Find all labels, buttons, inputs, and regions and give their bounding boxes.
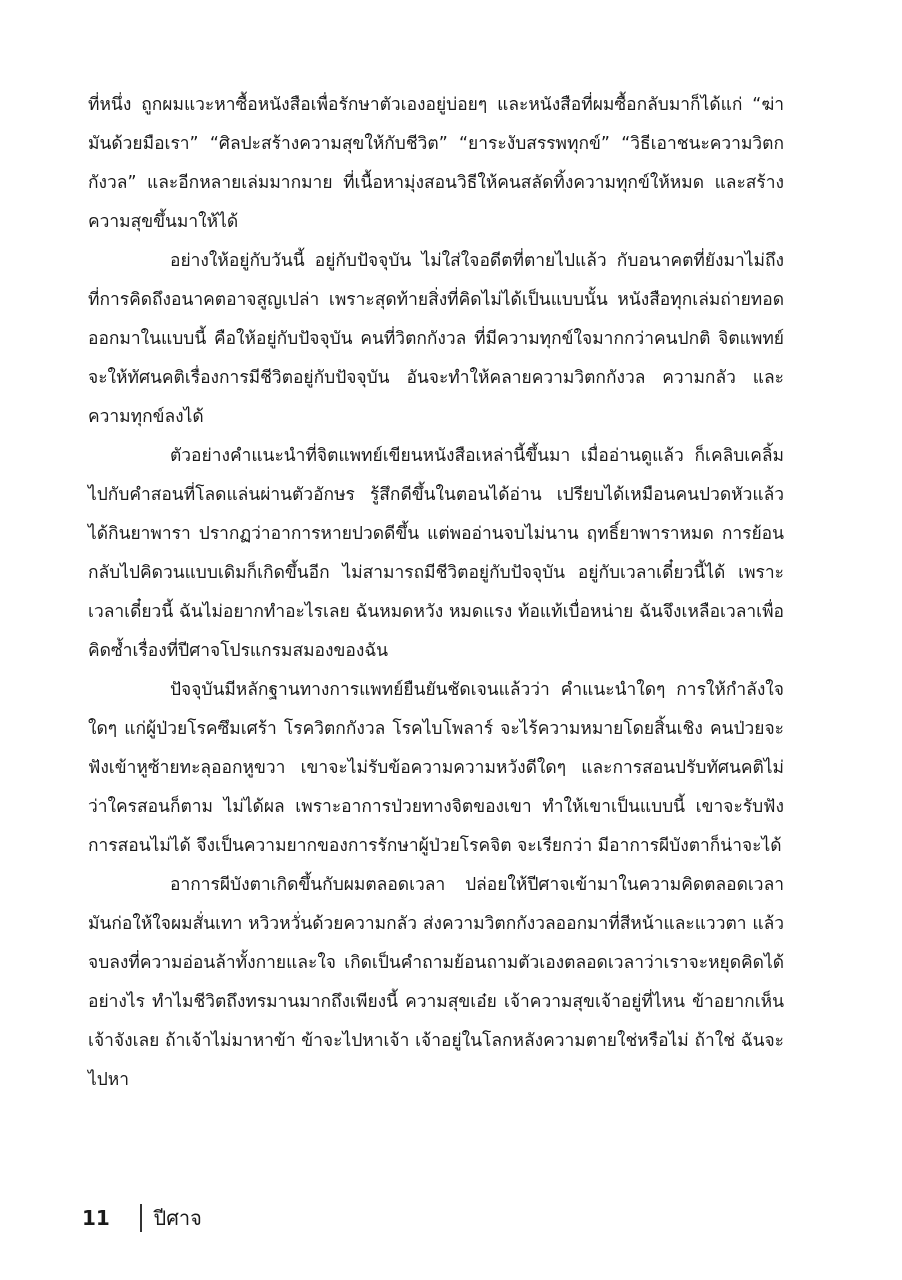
running-title: ปีศาจ (153, 1206, 202, 1230)
paragraph-4: ปัจจุบันมีหลักฐานทางการแพทย์ยืนยันชัดเจนแล้วว่า คำแนะนำใดๆ การให้กำลังใจใดๆ แก่ผู้ป่วยโรคซึมเศร้า โรควิตกกังวล โรคไบโพลาร์ จะไร้ความหมายโดยสิ้นเชิง คนป่วยจะฟังเข้าหูซ้ายทะลุออกหูขวา เขาจะไม่รับข้อความความหวังดีใดๆ และการสอนปรับทัศนคติไม่ว่าใครสอนก็ตาม ไม่ได้ผล เพราะอาการป่วยทางจิตของเขา ทำให้เขาเป็นแบบนี้ เขาจะรับฟังการสอนไม่ได้ จึงเป็นความยากของการรักษาผู้ป่วยโรคจิต จะเรียกว่า มีอาการผีบังตาก็น่าจะได้ (88, 680, 784, 856)
paragraph-5: อาการผีบังตาเกิดขึ้นกับผมตลอดเวลา ปล่อยให้ปีศาจเข้ามาในความคิดตลอดเวลา มันก่อให้ใจผมสั่นเทา หวิวหวั่นด้วยความกลัว ส่งความวิตกกังวลออกมาที่สีหน้าและแววตา แล้วจบลงที่ความอ่อนล้าทั้งกายและใจ เกิดเป็นคำถามย้อนถามตัวเองตลอดเวลาว่าเราจะหยุดคิดได้อย่างไร ทำไมชีวิตถึงทรมานมากถึงเพียงนี้ ความสุขเอ๋ย เจ้าความสุขเจ้าอยู่ที่ไหน ข้าอยากเห็นเจ้าจังเลย ถ้าเจ้าไม่มาหาข้า ข้าจะไปหาเจ้า เจ้าอยู่ในโลกหลังความตายใช่หรือไม่ ถ้าใช่ ฉันจะไปหา (88, 875, 784, 1090)
page-footer (82, 1203, 202, 1233)
paragraph-3: ตัวอย่างคำแนะนำที่จิตแพทย์เขียนหนังสือเหล่านี้ขึ้นมา เมื่ออ่านดูแล้ว ก็เคลิบเคลิ้มไปกับคำสอนที่โลดแล่นผ่านตัวอักษร รู้สึกดีขึ้นในตอนได้อ่าน เปรียบได้เหมือนคนปวดหัวแล้วได้กินยาพารา ปรากฏว่าอาการหายปวดดีขึ้น แต่พออ่านจบไม่นาน ฤทธิ์ยาพาราหมด การย้อนกลับไปคิดวนแบบเดิมก็เกิดขึ้นอีก ไม่สามารถมีชีวิตอยู่กับปัจจุบัน อยู่กับเวลาเดี๋ยวนี้ได้ เพราะเวลาเดี๋ยวนี้ ฉันไม่อยากทำอะไรเลย ฉันหมดหวัง หมดแรง ท้อแท้เบื่อหน่าย ฉันจึงเหลือเวลาเพื่อคิดซ้ำเรื่องที่ปีศาจโปรแกรมสมองของฉัน (88, 446, 784, 661)
footer-divider (140, 1204, 142, 1232)
paragraph-2: อย่างให้อยู่กับวันนี้ อยู่กับปัจจุบัน ไม่ใส่ใจอดีตที่ตายไปแล้ว กับอนาคตที่ยังมาไม่ถึง ที่การคิดถึงอนาคตอาจสูญเปล่า เพราะสุดท้ายสิ่งที่คิดไม่ได้เป็นแบบนั้น หนังสือทุกเล่มถ่ายทอดออกมาในแบบนี้ คือให้อยู่กับปัจจุบัน คนที่วิตกกังวล ที่มีความทุกข์ใจมากกว่าคนปกติ จิตแพทย์จะให้ทัศนคติเรื่องการมีชีวิตอยู่กับปัจจุบัน อันจะทำให้คลายความวิตกกังวล ความกลัว และความทุกข์ลงได้ (88, 251, 784, 427)
page-number: 11 (82, 1206, 110, 1230)
paragraph-1: ที่หนึ่ง ถูกผมแวะหาซื้อหนังสือเพื่อรักษาตัวเองอยู่บ่อยๆ และหนังสือที่ผมซื้อกลับมาก็ได้แก่ “ฆ่ามันด้วยมือเรา” “ศิลปะสร้างความสุขให้กับชีวิต” “ยาระงับสรรพทุกข์” “วิธีเอาชนะความวิตกกังวล” และอีกหลายเล่มมากมาย ที่เนื้อหามุ่งสอนวิธีให้คนสลัดทิ้งความทุกข์ให้หมด และสร้างความสุขขึ้นมาให้ได้ (88, 95, 784, 232)
body-text (88, 86, 784, 1100)
